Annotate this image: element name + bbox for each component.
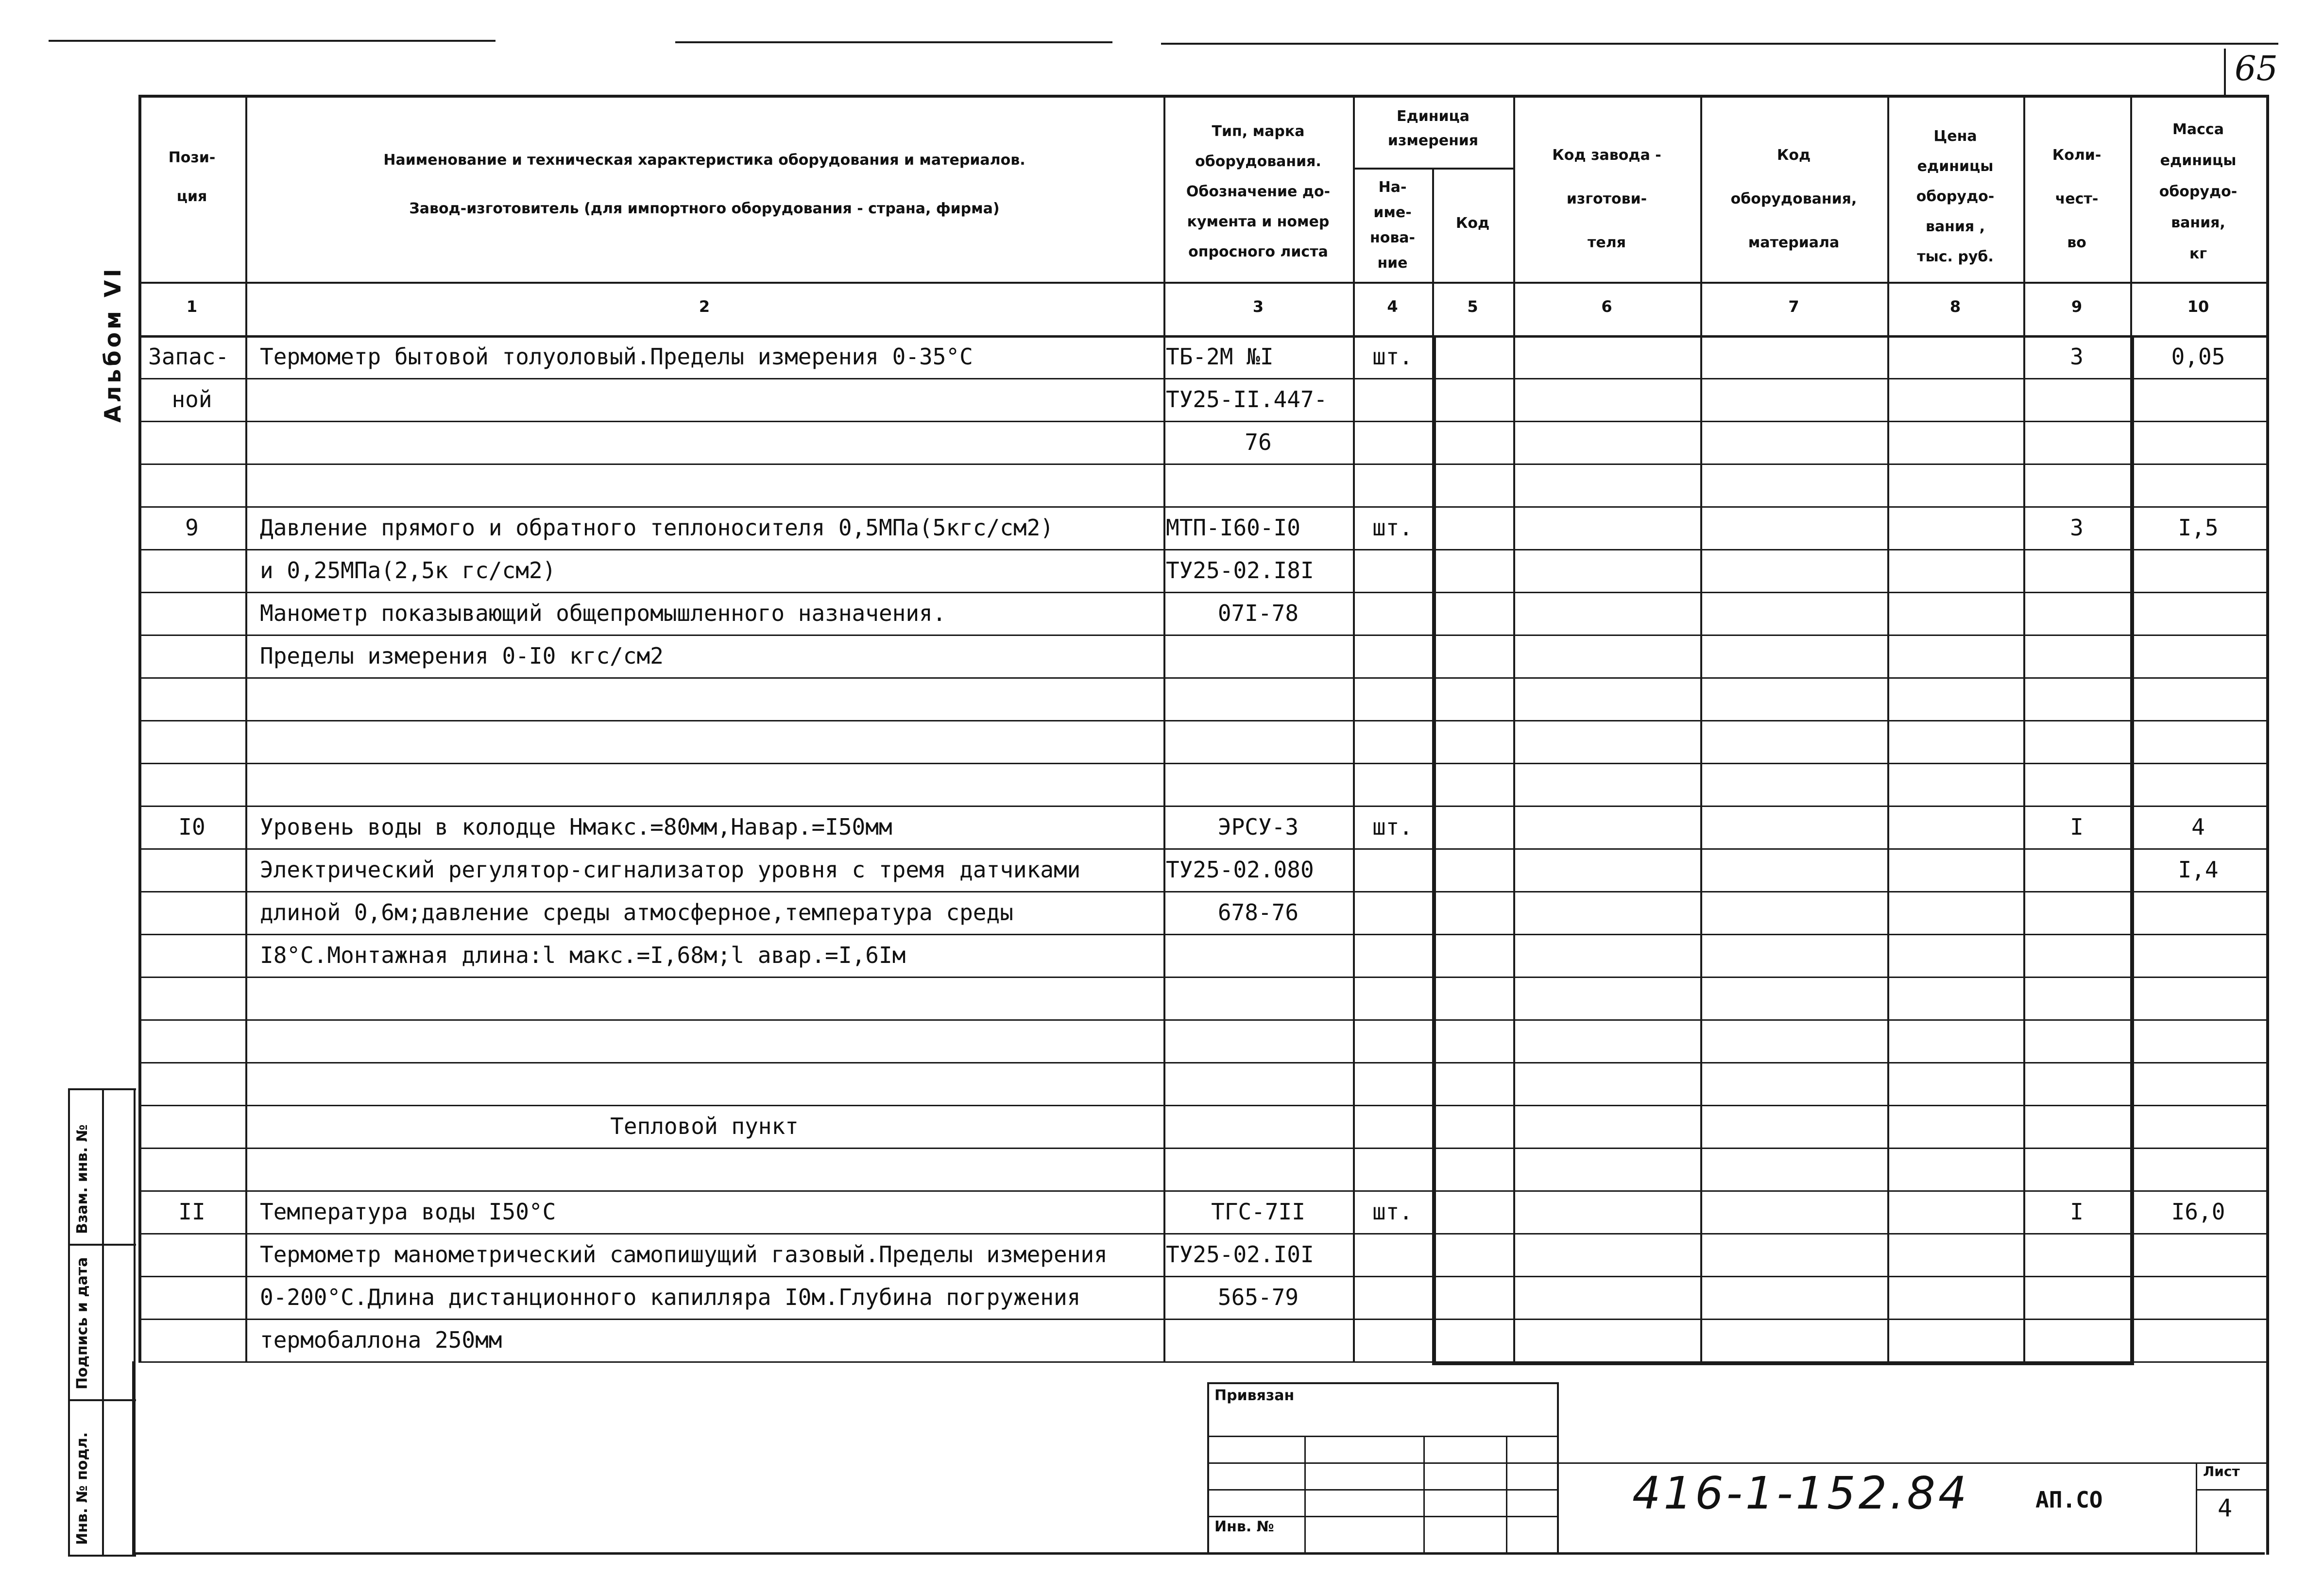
top-rule-left: [49, 40, 496, 42]
strip-sep1: [68, 1244, 136, 1246]
header-price: единицы: [1917, 158, 1994, 175]
frame-left: [132, 1361, 135, 1556]
row-line: [138, 378, 2266, 379]
row-line: [138, 1105, 2266, 1106]
column-number: 4: [1387, 297, 1398, 316]
header-quantity: во: [2067, 234, 2086, 251]
column-number: 1: [186, 297, 198, 316]
header-equipment-code: Код: [1777, 147, 1811, 164]
document-code: 416-1-152.84: [1632, 1467, 1970, 1519]
priv-col3: [1506, 1436, 1507, 1552]
page-number: 65: [2235, 49, 2278, 88]
cell-quantity: 3: [2070, 343, 2084, 370]
row-line: [138, 763, 2266, 764]
row-line: [138, 977, 2266, 978]
cell-position: Запас-: [148, 343, 229, 370]
cell-quantity: 3: [2070, 515, 2084, 541]
cell-quantity: I: [2070, 814, 2084, 840]
header-unit-group: измерения: [1387, 132, 1479, 149]
row-line: [138, 1233, 2266, 1235]
header-maker-code: изготови-: [1566, 190, 1647, 207]
column-number: 5: [1467, 297, 1478, 316]
frame-bottom: [132, 1552, 2265, 1555]
column-number: 6: [1601, 297, 1612, 316]
cell-type: ТУ25-II.447-: [1166, 386, 1328, 412]
cell-name: Пределы измерения 0-I0 кгс/см2: [260, 643, 664, 669]
cell-name: Манометр показывающий общепромышленного назначения.: [260, 600, 946, 626]
column-number: 3: [1252, 297, 1264, 316]
header-name: Завод-изготовитель (для импортного оборудования - страна, фирма): [409, 200, 1000, 217]
header-unit-name: нова-: [1369, 229, 1416, 246]
cell-unit: шт.: [1372, 343, 1413, 370]
priv-line4: [1207, 1516, 1557, 1517]
side-label: Инв. № подл.: [74, 1432, 91, 1545]
row-line: [138, 1148, 2266, 1149]
cell-type: ТУ25-02.080: [1166, 857, 1314, 883]
column-line: [1353, 95, 1355, 1361]
frame-right: [2266, 1361, 2269, 1555]
cell-mass: 0,05: [2171, 343, 2225, 370]
bold-box-bottom: [1432, 1361, 2134, 1365]
strip-sep2: [68, 1399, 136, 1401]
sheet-label-line: [2196, 1489, 2266, 1491]
row-line: [138, 592, 2266, 593]
album-label: Альбом VI: [100, 266, 126, 423]
row-line: [138, 677, 2266, 679]
stamp-inv-no: Инв. №: [1214, 1518, 1274, 1535]
row-line: [138, 720, 2266, 721]
strip-top: [68, 1088, 136, 1090]
cell-type: ТУ25-02.I8I: [1166, 557, 1314, 583]
row-line: [138, 806, 2266, 807]
header-equipment-code: материала: [1748, 234, 1840, 251]
cell-type: 678-76: [1217, 899, 1299, 926]
header-unit-name: ние: [1377, 255, 1408, 272]
column-line: [1700, 95, 1702, 1361]
row-line: [138, 421, 2266, 422]
header-type: кумента и номер: [1187, 213, 1330, 230]
column-line: [2266, 95, 2269, 1361]
top-rule-mid: [675, 41, 1112, 43]
cell-name: Давление прямого и обратного теплоносителя 0,5МПа(5кгс/см2): [260, 515, 1054, 541]
row-line: [138, 635, 2266, 636]
sheet-label: Лист: [2203, 1463, 2240, 1479]
side-label: Взам. инв. №: [74, 1124, 91, 1234]
cell-unit: шт.: [1372, 515, 1413, 541]
section-code: АП.СО: [2035, 1487, 2103, 1513]
priv-top: [1207, 1382, 1557, 1384]
header-unit-group: Единица: [1397, 108, 1470, 125]
header-unit-name: На-: [1378, 179, 1407, 196]
header-maker-code: теля: [1588, 234, 1626, 251]
header-position: ция: [176, 188, 207, 205]
priv-col2: [1423, 1436, 1425, 1552]
cell-unit: шт.: [1372, 814, 1413, 840]
cell-name: Термометр бытовой толуоловый.Пределы измерения 0-35°С: [260, 343, 973, 370]
header-bottom-line: [138, 282, 2266, 284]
header-quantity: Коли-: [2052, 147, 2102, 164]
cell-name: длиной 0,6м;давление среды атмосферное,температура среды: [260, 899, 1013, 926]
header-price: тыс. руб.: [1917, 248, 1994, 265]
cell-type: МТП-I60-I0: [1166, 515, 1300, 541]
code-top: [1557, 1462, 2266, 1464]
cell-position: ной: [171, 386, 212, 412]
priv-left: [1207, 1382, 1209, 1552]
row-line: [138, 934, 2266, 935]
header-maker-code: Код завода -: [1552, 147, 1661, 164]
cell-position: 9: [185, 515, 199, 541]
strip-left: [68, 1088, 70, 1555]
cell-name: 0-200°С.Длина дистанционного капилляра I0м.Глубина погружения: [260, 1284, 1081, 1310]
header-type: оборудования.: [1195, 153, 1321, 170]
cell-type: 76: [1245, 429, 1272, 455]
row-line: [138, 891, 2266, 892]
header-mass: вания,: [2171, 214, 2225, 231]
cell-section-title: Тепловой пункт: [610, 1113, 799, 1139]
row-line: [138, 549, 2266, 550]
row-line: [138, 1276, 2266, 1277]
column-line: [245, 95, 247, 1361]
header-mass: единицы: [2160, 152, 2237, 169]
cell-mass: I,4: [2178, 857, 2219, 883]
priv-line1: [1207, 1436, 1557, 1437]
priv-line2: [1207, 1462, 1557, 1464]
column-line: [1887, 95, 1889, 1361]
unit-group-line: [1353, 168, 1513, 170]
header-mass: Масса: [2172, 121, 2224, 138]
cell-mass: 4: [2191, 814, 2205, 840]
strip-bottom: [68, 1555, 136, 1557]
header-price: оборудо-: [1916, 188, 1995, 205]
cell-quantity: I: [2070, 1199, 2084, 1225]
header-price: Цена: [1933, 128, 1977, 145]
column-line: [1163, 95, 1165, 1361]
cell-position: I0: [178, 814, 205, 840]
cell-name: Термометр манометрический самопишущий газовый.Пределы измерения: [260, 1241, 1108, 1268]
priv-col1: [1304, 1436, 1306, 1552]
row-line: [138, 848, 2266, 850]
header-mass: оборудо-: [2159, 183, 2238, 200]
cell-name: Температура воды I50°С: [260, 1199, 556, 1225]
column-line: [1513, 95, 1515, 1361]
cell-mass: I,5: [2178, 515, 2219, 541]
sheet-divider: [2196, 1462, 2197, 1552]
cell-mass: I6,0: [2171, 1199, 2225, 1225]
cell-name: Уровень воды в колодце Нмакс.=80мм,Навар.=I50мм: [260, 814, 892, 840]
top-rule-right: [1161, 43, 2278, 45]
header-equipment-code: оборудования,: [1730, 190, 1857, 207]
header-type: Тип, марка: [1212, 123, 1305, 140]
cell-position: II: [178, 1199, 205, 1225]
column-line: [2023, 95, 2025, 1361]
priv-line3: [1207, 1489, 1557, 1491]
sheet-number: 4: [2218, 1494, 2233, 1522]
header-mass: кг: [2189, 245, 2207, 262]
header-unit-code: Код: [1455, 215, 1490, 232]
header-position: Пози-: [168, 149, 216, 166]
column-numbers-line: [138, 335, 2266, 338]
header-type: опросного листа: [1188, 243, 1328, 260]
column-number: 8: [1949, 297, 1961, 316]
priv-right: [1557, 1382, 1559, 1552]
cell-name: и 0,25МПа(2,5к гс/см2): [260, 557, 556, 583]
column-number: 2: [699, 297, 710, 316]
header-quantity: чест-: [2055, 190, 2099, 207]
row-line: [138, 463, 2266, 465]
strip-mid: [102, 1088, 104, 1555]
cell-type: 07I-78: [1217, 600, 1299, 626]
bold-box-left: [1432, 335, 1436, 1361]
column-number: 7: [1788, 297, 1799, 316]
column-line: [138, 95, 141, 1361]
row-line: [138, 1319, 2266, 1320]
stamp-privyazan: Привязан: [1214, 1387, 1295, 1404]
row-line: [138, 506, 2266, 508]
row-line: [138, 1019, 2266, 1021]
row-line: [138, 1190, 2266, 1192]
cell-type: ТУ25-02.I0I: [1166, 1241, 1314, 1268]
table-top-border: [138, 95, 2269, 98]
column-number: 10: [2187, 297, 2209, 316]
header-unit-name: име-: [1373, 204, 1412, 221]
cell-name: термобаллона 250мм: [260, 1327, 502, 1353]
cell-name: Электрический регулятор-сигнализатор уровня с тремя датчиками: [260, 857, 1081, 883]
side-label: Подпись и дата: [74, 1257, 91, 1389]
cell-type: ТГС-7II: [1211, 1199, 1305, 1225]
cell-type: 565-79: [1217, 1284, 1299, 1310]
cell-type: ТБ-2М №I: [1166, 343, 1274, 370]
page-number-divider: [2224, 49, 2226, 97]
header-price: вания ,: [1925, 218, 1985, 235]
cell-type: ЭРСУ-3: [1217, 814, 1299, 840]
row-line: [138, 1062, 2266, 1063]
cell-name: I8°С.Монтажная длина:l макс.=I,68м;l авар.=I,6Iм: [260, 942, 906, 968]
column-number: 9: [2071, 297, 2083, 316]
header-name: Наименование и техническая характеристика оборудования и материалов.: [383, 152, 1025, 169]
cell-unit: шт.: [1372, 1199, 1413, 1225]
header-type: Обозначение до-: [1186, 183, 1331, 200]
